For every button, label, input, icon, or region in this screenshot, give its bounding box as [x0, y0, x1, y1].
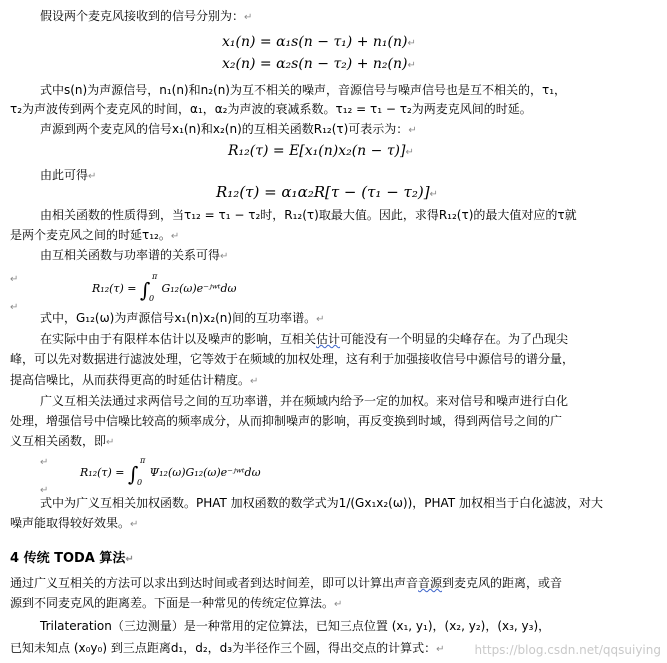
integral-2-lhs: R₁₂(τ) = — [80, 466, 125, 479]
paragraph-mark: ↵ — [40, 485, 49, 496]
toda-text-2: 源到不同麦克风的距离差。下面是一种常见的传统定位算法。 — [10, 596, 335, 610]
paragraph-mark: ↵ — [40, 457, 49, 468]
blank-line — [40, 453, 48, 471]
trilateration-text-2: 已知未知点 (x₀y₀) 到三点距离d₁，d₂，d₃为半径作三个圆，得出交点的计算式： — [10, 641, 437, 655]
phat-line-2 — [10, 515, 138, 533]
property-line-2 — [10, 227, 179, 245]
correlation-intro-text: 声源到两个麦克风的信号x₁(n)和x₂(n)的互相关函数R₁₂(τ)可表示为： — [40, 122, 409, 136]
practice-text-3: 提高信噪比，从而获得更高的时延估计精度。 — [10, 373, 251, 387]
equation-r12-definition — [228, 143, 414, 159]
gcc-text-2: 处理，增强信号中信噪比较高的频率成分，从而抑制噪声的影响，再反变换到时域，得到两信号之间的广 — [10, 414, 563, 428]
paragraph-mark: ↵ — [316, 314, 325, 325]
definition-text-1: 式中s(n)为声源信号，n₁(n)和n₂(n)为互不相关的噪声，音源信号与噪声信号也是互不相关的，τ₁， — [40, 83, 567, 97]
paragraph-mark: ↵ — [220, 251, 229, 262]
equation-integral-2 — [80, 456, 261, 487]
phat-line-1 — [40, 495, 603, 511]
trilateration-line-1 — [40, 618, 550, 634]
watermark: https://blog.csdn.net/qqsuiying — [474, 643, 661, 657]
phat-text-1: 式中为广义互相关加权函数。PHAT 加权函数的数学式为1/(Gx₁x₂(ω))，PHAT 加权相当于白化滤波，对大 — [40, 496, 603, 510]
equation-x2 — [222, 56, 416, 72]
paragraph-mark: ↵ — [250, 376, 259, 387]
integral-sign: ∫ π 0 — [127, 456, 146, 487]
definition-text-2: τ₂为声波传到两个麦克风的时间，α₁，α₂为声波的衰减系数。τ₁₂ = τ₁ − τ₂为两麦克风间的时延。 — [10, 102, 532, 116]
paragraph-mark: ↵ — [407, 38, 416, 49]
trilateration-text-1: Trilateration（三边测量）是一种常用的定位算法，已知三点位置 (x₁, y₁)，(x₂, y₂)，(x₃, y₃)， — [40, 619, 551, 633]
paragraph-mark: ↵ — [405, 147, 414, 158]
integral-1-rhs: G₁₂(ω)e⁻ʲʷᵗdω — [161, 282, 237, 295]
gcc-text-1: 广义互相关法通过求两信号之间的互功率谱，并在频域内给予一定的加权。来对信号和噪声进行白化 — [40, 394, 569, 408]
equation-x2-text: x₂(n) = α₂s(n − τ₂) + n₂(n) — [222, 56, 408, 72]
section-heading-text: 4 传统 TODA 算法 — [10, 551, 126, 566]
gcc-text-3: 义互相关函数，即 — [10, 434, 107, 448]
correlation-intro-line — [40, 121, 417, 139]
toda-line-1 — [10, 575, 562, 591]
blank-line — [10, 298, 18, 316]
paragraph-mark: ↵ — [170, 231, 180, 242]
toda-text-1a: 通过广义互相关的方法可以求出到达时间或者到达时间差，即可以计算出声音 — [10, 576, 419, 590]
blank-line — [10, 270, 18, 288]
gcc-line-1 — [40, 393, 568, 409]
intro-text: 假设两个麦克风接收到的信号分别为： — [40, 9, 245, 23]
paragraph-mark: ↵ — [436, 644, 445, 655]
practice-line-1 — [40, 331, 568, 347]
equation-x1-text: x₁(n) = α₁s(n − τ₁) + n₁(n) — [222, 34, 408, 50]
paragraph-mark: ↵ — [88, 171, 97, 182]
property-text-2: 是两个麦克风之间的时延τ₁₂。 — [10, 228, 171, 242]
definition-line-2 — [10, 101, 532, 117]
equation-r12-result — [216, 183, 438, 201]
spellcheck-underlined-word: 估计 — [316, 332, 341, 346]
paragraph-mark: ↵ — [106, 437, 115, 448]
paragraph-mark: ↵ — [429, 189, 438, 200]
phat-text-2: 噪声能取得较好效果。 — [10, 516, 131, 530]
toda-line-2 — [10, 595, 342, 613]
integral-1-lower-limit: 0 — [148, 294, 155, 303]
practice-text-1b: 可能没有一个明显的尖峰存在。为了凸现尖 — [340, 332, 569, 346]
power-spectrum-text: 由互相关函数与功率谱的关系可得 — [40, 248, 221, 262]
toda-text-1b: 到麦克风的距离，或音 — [442, 576, 563, 590]
paragraph-mark: ↵ — [130, 519, 139, 530]
integral-2-upper-limit: π — [139, 456, 146, 465]
integral-1-upper-limit: π — [151, 272, 158, 281]
integral-sign: ∫ π 0 — [139, 272, 158, 303]
gcc-line-2 — [10, 413, 562, 429]
paragraph-mark: ↵ — [10, 302, 19, 313]
definition-line-1 — [40, 82, 566, 98]
equation-integral-1 — [92, 272, 237, 303]
paragraph-mark: ↵ — [125, 554, 134, 565]
paragraph-mark: ↵ — [10, 274, 19, 285]
intro-line — [40, 8, 252, 26]
practice-text-2: 峰，可以先对数据进行滤波处理，它等效于在频域的加权处理，这有利于加强接收信号中源信号的谱分量， — [10, 352, 575, 366]
cross-power-text: 式中，G₁₂(ω)为声源信号x₁(n)x₂(n)间的互功率谱。 — [40, 311, 317, 325]
paragraph-mark: ↵ — [408, 125, 417, 136]
gcc-line-3 — [10, 433, 114, 451]
derive-line — [40, 167, 96, 185]
property-line-1 — [40, 207, 577, 223]
paragraph-mark: ↵ — [244, 12, 253, 23]
integral-1-lhs: R₁₂(τ) = — [92, 282, 137, 295]
paragraph-mark: ↵ — [334, 599, 343, 610]
paragraph-mark: ↵ — [407, 60, 416, 71]
property-text-1: 由相关函数的性质得到，当τ₁₂ = τ₁ − τ₂时，R₁₂(τ)取最大值。因此，求得R₁₂(τ)的最大值对应的τ就 — [40, 208, 577, 222]
integral-2-rhs: Ψ₁₂(ω)G₁₂(ω)e⁻ʲʷᵗdω — [149, 466, 261, 479]
equation-x1 — [222, 34, 416, 50]
equation-r12-definition-text: R₁₂(τ) = E[x₁(n)x₂(n − τ)] — [228, 143, 406, 159]
trilateration-line-2 — [10, 640, 445, 658]
section-heading — [10, 551, 134, 568]
cross-power-line — [40, 310, 325, 328]
integral-2-lower-limit: 0 — [136, 478, 143, 487]
spellcheck-underlined-word: 音源 — [418, 576, 443, 590]
practice-text-1a: 在实际中由于有限样本估计以及噪声的影响，互相关 — [40, 332, 317, 346]
derive-text: 由此可得 — [40, 168, 89, 182]
equation-r12-result-text: R₁₂(τ) = α₁α₂R[τ − (τ₁ − τ₂)] — [216, 183, 430, 201]
power-spectrum-line — [40, 247, 228, 265]
practice-line-2 — [10, 351, 574, 367]
practice-line-3 — [10, 372, 258, 390]
